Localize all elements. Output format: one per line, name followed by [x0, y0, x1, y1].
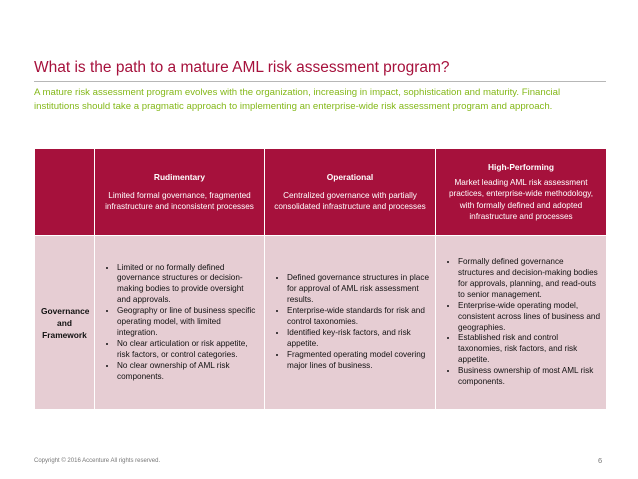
column-name: High-Performing [487, 161, 555, 172]
header-row [35, 149, 607, 236]
list-item: • Formally defined governance structures and decision-making bodies for approvals, planning, and read-outs to senior management. [458, 257, 600, 301]
title-divider [34, 81, 606, 82]
header-corner [35, 149, 95, 236]
column-description: Market leading AML risk assessment practices, enterprise-wide methodology, with formally defined and adopted infrastructure and processes [448, 177, 594, 221]
bullet-list [436, 257, 606, 388]
list-item: • Defined governance structures in place for approval of AML risk assessment results. [287, 273, 429, 306]
column-description: Limited formal governance, fragmented infrastructure and inconsistent processes [105, 190, 254, 211]
list-item: • Fragmented operating model covering major lines of business. [287, 350, 429, 372]
cell-rudimentary [95, 236, 265, 410]
maturity-matrix [34, 148, 607, 410]
bullet-list [95, 263, 264, 383]
list-item: • Business ownership of most AML risk components. [458, 366, 600, 388]
list-item: • Limited or no formally defined governance structures or decision-making bodies to provide oversight and approvals. [117, 263, 258, 307]
header-high-performing [436, 149, 607, 236]
governance-row [35, 236, 607, 410]
column-name: Operational [326, 171, 374, 182]
header-operational [265, 149, 436, 236]
bullet-list [265, 273, 435, 371]
list-item: • Identified key-risk factors, and risk appetite. [287, 328, 429, 350]
intro-paragraph: A mature risk assessment program evolves with the organization, increasing in impact, sophistication and maturity. Financial institutions should take a pragmatic approach to implementing an enterprise-wide risk assessment program and approach. [34, 87, 561, 112]
header-rudimentary [95, 149, 265, 236]
list-item: • Enterprise-wide operating model, consistent across lines of business and geographies. [458, 301, 600, 334]
cell-operational [265, 236, 436, 410]
list-item: • Geography or line of business specific operating model, with limited integration. [117, 306, 258, 339]
list-item: • No clear ownership of AML risk components. [117, 361, 258, 383]
row-label: Governance and Framework [41, 305, 90, 340]
column-description: Centralized governance with partially consolidated infrastructure and processes [274, 190, 426, 211]
row-label-governance [35, 236, 95, 410]
column-name: Rudimentary [153, 171, 206, 182]
slide-title: What is the path to a mature AML risk assessment program? [34, 59, 450, 76]
list-item: • No clear articulation or risk appetite, risk factors, or control categories. [117, 339, 258, 361]
list-item: • Established risk and control taxonomies, risk factors, and risk appetite. [458, 333, 600, 366]
cell-high-performing [436, 236, 607, 410]
page-number: 6 [598, 456, 603, 465]
list-item: • Enterprise-wide standards for risk and control taxonomies. [287, 306, 429, 328]
copyright-footer: Copyright © 2016 Accenture All rights reserved. [34, 458, 161, 464]
